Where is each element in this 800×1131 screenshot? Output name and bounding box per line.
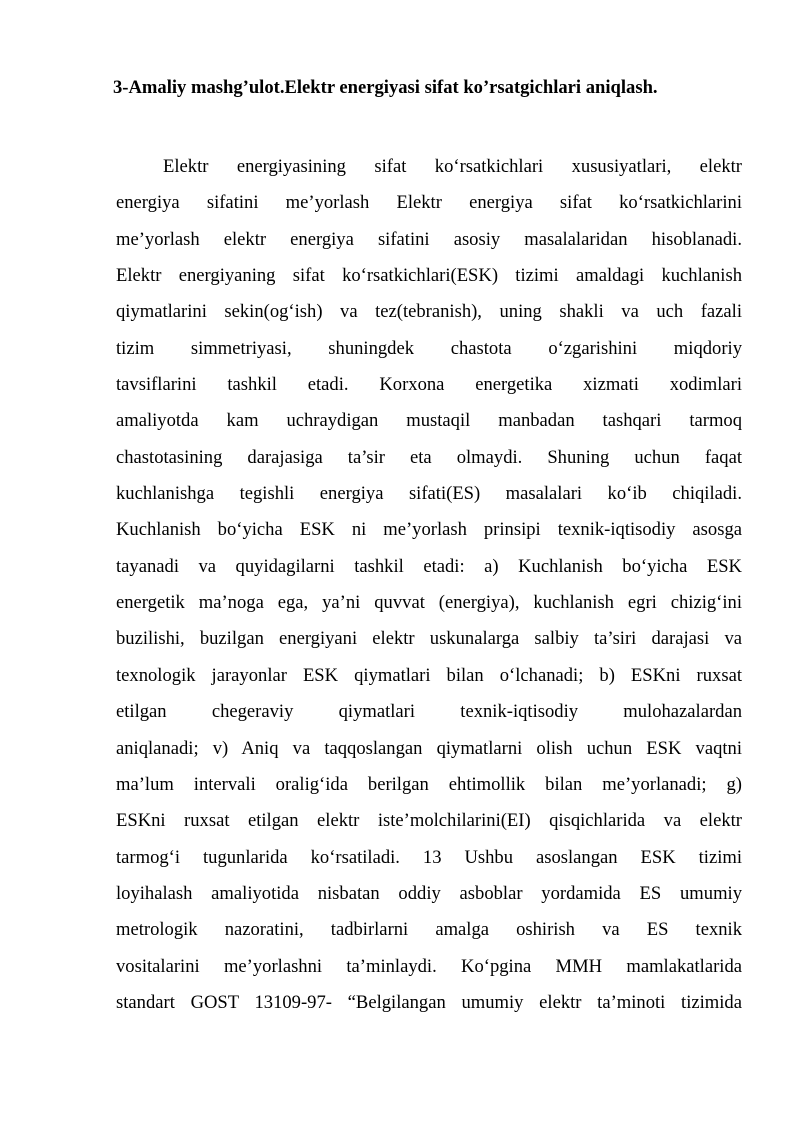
text-line: qiymatlarini sekin(og‘ish) va tez(tebranish), uning shakli va uch fazali [116, 301, 742, 323]
text-line: me’yorlash elektr energiya sifatini asosiy masalalaridan hisoblanadi. [116, 228, 742, 250]
text-line: aniqlanadi; v) Aniq va taqqoslangan qiymatlarni olish uchun ESK vaqtni [116, 737, 742, 759]
text-line: amaliyotda kam uchraydigan mustaqil manbadan tashqari tarmoq [116, 410, 742, 432]
body-paragraph [116, 149, 742, 1021]
text-line: energetik ma’noga ega, ya’ni quvvat (energiya), kuchlanish egri chizig‘ini [116, 592, 742, 614]
text-line: tavsiflarini tashkil etadi. Korxona energetika xizmati xodimlari [116, 374, 742, 396]
text-line: tarmog‘i tugunlarida ko‘rsatiladi. 13 Ushbu asoslangan ESK tizimi [116, 846, 742, 868]
text-line: chastotasining darajasiga ta’sir eta olmaydi. Shuning uchun faqat [116, 446, 742, 468]
text-line: tayanadi va quyidagilarni tashkil etadi: a) Kuchlanish bo‘yicha ESK [116, 555, 742, 577]
text-line: standart GOST 13109-97- “Belgilangan umumiy elektr ta’minoti tizimida [116, 991, 742, 1013]
text-line: energiya sifatini me’yorlash Elektr energiya sifat ko‘rsatkichlarini [116, 192, 742, 214]
text-line: texnologik jarayonlar ESK qiymatlari bilan o‘lchanadi; b) ESKni ruxsat [116, 664, 742, 686]
text-line: Elektr energiyasining sifat ko‘rsatkichlari xususiyatlari, elektr [163, 156, 742, 177]
text-line: loyihalash amaliyotida nisbatan oddiy asboblar yordamida ES umumiy [116, 882, 742, 904]
text-line: ESKni ruxsat etilgan elektr iste’molchilarini(EI) qisqichlarida va elektr [116, 810, 742, 832]
text-line: ma’lum intervali oralig‘ida berilgan ehtimollik bilan me’yorlanadi; g) [116, 773, 742, 795]
text-line: metrologik nazoratini, tadbirlarni amalga oshirish va ES texnik [116, 919, 742, 941]
text-line: Elektr energiyaning sifat ko‘rsatkichlari(ESK) tizimi amaldagi kuchlanish [116, 265, 742, 287]
text-line: kuchlanishga tegishli energiya sifati(ES) masalalari ko‘ib chiqiladi. [116, 483, 742, 505]
text-line: buzilishi, buzilgan energiyani elektr uskunalarga salbiy ta’siri darajasi va [116, 628, 742, 650]
text-line: tizim simmetriyasi, shuningdek chastota o‘zgarishini miqdoriy [116, 337, 742, 359]
document-title: 3-Amaliy mashg’ulot.Elektr energiyasi sifat ko’rsatgichlari aniqlash. [113, 77, 658, 98]
text-line: vositalarini me’yorlashni ta’minlaydi. Ko‘pgina MMH mamlakatlarida [116, 955, 742, 977]
text-line: etilgan chegeraviy qiymatlari texnik-iqtisodiy mulohazalardan [116, 701, 742, 723]
text-line: Kuchlanish bo‘yicha ESK ni me’yorlash prinsipi texnik-iqtisodiy asosga [116, 519, 742, 541]
